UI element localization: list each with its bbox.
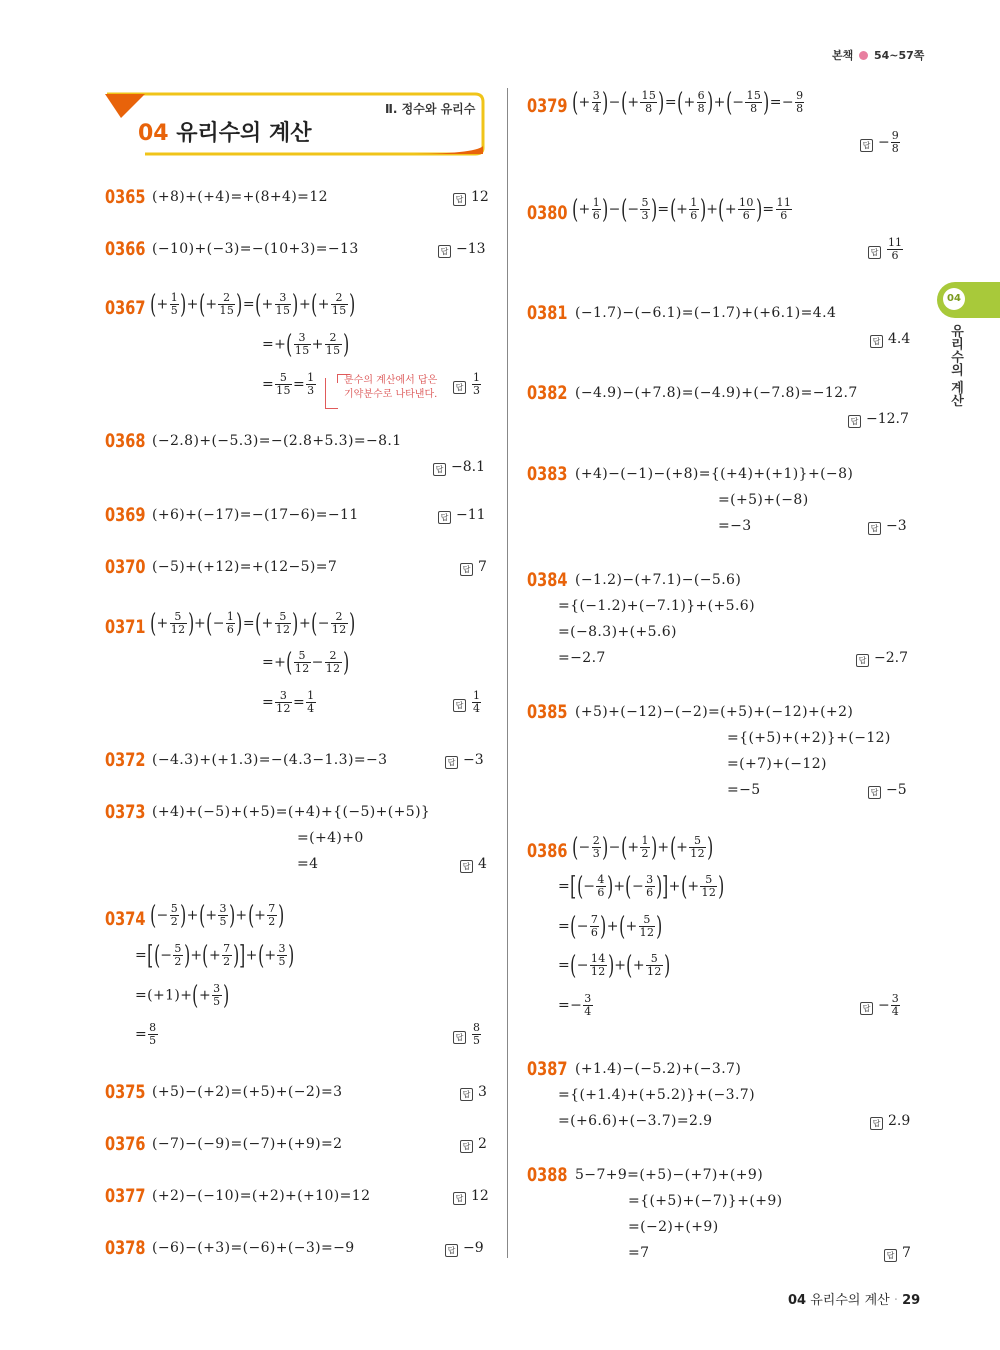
solution-line: (+6)+(−17)=−(17−6)=−11	[152, 507, 359, 523]
page-number: 29	[902, 1293, 921, 1308]
solution-line: (−1.7)−(−6.1)=(−1.7)+(+6.1)=4.4	[575, 305, 837, 321]
problem-number: 0366	[105, 238, 146, 260]
solution-line: =(+7)+(−12)	[727, 756, 827, 772]
answer-tag-icon: 답	[460, 860, 473, 873]
answer-value: 4	[478, 856, 487, 872]
answer-tag-icon: 답	[870, 335, 883, 348]
solution-line: =7	[628, 1245, 650, 1261]
problem-number: 0381	[527, 302, 568, 324]
reference-label: 본책	[832, 49, 854, 62]
answer-value: −3	[463, 752, 484, 768]
problem-number: 0367	[105, 297, 146, 319]
solution-line: =(+1)+(+ $\frac{3}{5}$ )	[135, 980, 229, 1011]
answer-numerator: 11	[888, 236, 902, 249]
solution-line: (+4)−(−1)−(+8)={(+4)+(+1)}+(−8)	[575, 466, 854, 482]
answer-value: 4.4	[888, 331, 911, 347]
page-footer: 04 유리수의 계산 · 29	[788, 1293, 921, 1308]
solution-line: (+ $\frac{3}{4}$ )−(+ $\frac{15}{8}$ )=(+ $\frac{6}{8}$ )+(− $\frac{15}{8}$ )=− $\frac{9}{8}$	[572, 87, 804, 118]
answer-tag-icon: 답	[445, 756, 458, 769]
problem-number: 0370	[105, 556, 146, 578]
answer	[453, 372, 482, 397]
section-title-box	[105, 92, 485, 158]
answer-value: −13	[456, 241, 486, 257]
solution-line: =+( $\frac{3}{15}$ + $\frac{2}{15}$ )	[262, 329, 350, 360]
solution-line: (− $\frac{5}{2}$ )+(+ $\frac{3}{5}$ )+(+ $\frac{7}{2}$ )	[150, 900, 285, 931]
solution-line: =(− $\frac{14}{12}$ )+(+ $\frac{5}{12}$ )	[558, 950, 671, 981]
answer-tag-icon: 답	[860, 1002, 873, 1015]
reference-pages: 54~57쪽	[873, 49, 925, 62]
solution-line: =(−2)+(+9)	[628, 1219, 719, 1235]
answer-tag-icon: 답	[460, 563, 473, 576]
answer	[453, 1188, 489, 1205]
problem-number: 0373	[105, 801, 146, 823]
problem-number: 0372	[105, 749, 146, 771]
answer-denominator: 5	[473, 1034, 480, 1047]
problem-number: 0382	[527, 382, 568, 404]
answer-denominator: 3	[473, 384, 480, 397]
answer-tag-icon: 답	[453, 699, 466, 712]
solution-line: =(+5)+(−8)	[718, 492, 809, 508]
solution-line: =4	[297, 856, 319, 872]
solution-line: (+ $\frac{1}{5}$ )+(+ $\frac{2}{15}$ )=(+ $\frac{3}{15}$ )+(+ $\frac{2}{15}$ )	[150, 289, 356, 320]
answer-value: 2.9	[888, 1113, 911, 1129]
solution-line: ={(+5)+(−7)}+(+9)	[628, 1193, 783, 1209]
column-divider	[507, 88, 508, 1258]
solution-line: ={(+5)+(+2)}+(−12)	[727, 730, 891, 746]
answer-tag-icon: 답	[868, 246, 881, 259]
solution-line: =(− $\frac{7}{6}$ )+(+ $\frac{5}{12}$ )	[558, 911, 663, 942]
answer-value: 12	[471, 1188, 489, 1204]
problem-number: 0376	[105, 1133, 146, 1155]
answer-value: 7	[478, 559, 487, 575]
problem-number: 0377	[105, 1185, 146, 1207]
answer	[868, 237, 904, 262]
answer-tag-icon: 답	[433, 463, 446, 476]
solution-line: (−6)−(+3)=(−6)+(−3)=−9	[152, 1240, 355, 1256]
problem-number: 0387	[527, 1058, 568, 1080]
chapter-label: Ⅱ. 정수와 유리수	[385, 102, 476, 116]
answer-denominator: 4	[891, 1005, 899, 1018]
answer	[445, 752, 484, 769]
answer	[445, 1240, 484, 1257]
answer-tag-icon: 답	[438, 245, 451, 258]
answer	[870, 1113, 910, 1130]
solution-line: (+ $\frac{5}{12}$ )+(− $\frac{1}{6}$ )=(+ $\frac{5}{12}$ )+(− $\frac{2}{12}$ )	[150, 608, 356, 639]
answer-tag-icon: 답	[453, 1031, 466, 1044]
solution-line: (+2)−(−10)=(+2)+(+10)=12	[152, 1188, 371, 1204]
solution-line: (−2.8)+(−5.3)=−(2.8+5.3)=−8.1	[152, 433, 402, 449]
solution-line: (+8)+(+4)=+(8+4)=12	[152, 189, 328, 205]
solution-line: =−3	[718, 518, 752, 534]
problem-number: 0384	[527, 569, 568, 591]
solution-line: (−1.2)−(+7.1)−(−5.6)	[575, 572, 742, 588]
solution-line: = $\frac{3}{12}$ = $\frac{1}{4}$	[262, 689, 315, 715]
solution-line: 5−7+9=(+5)−(+7)+(+9)	[575, 1167, 764, 1183]
answer-value: −9	[463, 1240, 484, 1256]
problem-number: 0374	[105, 908, 146, 930]
solution-line: (− $\frac{2}{3}$ )−(+ $\frac{1}{2}$ )+(+ $\frac{5}{12}$ )	[572, 832, 714, 863]
answer-numerator: 3	[891, 992, 899, 1005]
solution-line: ={(+1.4)+(+5.2)}+(−3.7)	[558, 1087, 755, 1103]
answer-tag-icon: 답	[445, 1244, 458, 1257]
problem-number: 0388	[527, 1164, 568, 1186]
problem-number: 0378	[105, 1237, 146, 1259]
solution-line: (+4)+(−5)+(+5)=(+4)+{(−5)+(+5)}	[152, 804, 431, 820]
problem-number: 0380	[527, 202, 568, 224]
answer-tag-icon: 답	[460, 1088, 473, 1101]
answer-denominator: 6	[891, 249, 899, 262]
note-line: 분수의 계산에서 답은	[344, 375, 438, 386]
problem-number: 0371	[105, 616, 146, 638]
problem-number: 0368	[105, 430, 146, 452]
answer	[460, 559, 487, 576]
solution-line: (−7)−(−9)=(−7)+(+9)=2	[152, 1136, 343, 1152]
solution-line: = $\frac{5}{15}$ = $\frac{1}{3}$	[262, 371, 315, 397]
solution-line: (−4.3)+(+1.3)=−(4.3−1.3)=−3	[152, 752, 388, 768]
answer	[453, 189, 489, 206]
answer-denominator: 8	[891, 142, 899, 155]
problem-number: 0385	[527, 701, 568, 723]
solution-line: (−10)+(−3)=−(10+3)=−13	[152, 241, 359, 257]
answer-value: −11	[456, 507, 486, 523]
title-number: 04	[138, 121, 169, 146]
page-reference	[832, 47, 924, 63]
answer-numerator: 8	[473, 1021, 480, 1034]
solution-line: =(+6.6)+(−3.7)=2.9	[558, 1113, 713, 1129]
solution-line: =−2.7	[558, 650, 606, 666]
solution-line: (+5)+(−12)−(−2)=(+5)+(−12)+(+2)	[575, 704, 854, 720]
answer-tag-icon: 답	[884, 1249, 897, 1262]
answer-tag-icon: 답	[868, 522, 881, 535]
solution-line: =(+4)+0	[297, 830, 364, 846]
answer-value: −3	[886, 518, 907, 534]
answer-value: −8.1	[451, 459, 485, 475]
footer-text: 유리수의 계산	[810, 1293, 890, 1308]
answer-numerator: 1	[473, 689, 480, 702]
page-title	[138, 116, 311, 147]
answer-tag-icon: 답	[848, 415, 861, 428]
problem-number: 0383	[527, 463, 568, 485]
solution-line: (+5)−(+2)=(+5)+(−2)=3	[152, 1084, 343, 1100]
answer-tag-icon: 답	[453, 1192, 466, 1205]
dot-icon	[859, 51, 868, 60]
answer-tag-icon: 답	[868, 786, 881, 799]
answer	[460, 1136, 487, 1153]
answer: 답 − $\frac{9}{8}$	[860, 130, 901, 155]
answer	[433, 459, 485, 476]
problem-number: 0386	[527, 840, 568, 862]
side-tab-label: 유리수의 계산	[948, 324, 963, 407]
solution-line: (−4.9)−(+7.8)=(−4.9)+(−7.8)=−12.7	[575, 385, 858, 401]
answer-tag-icon: 답	[860, 139, 873, 152]
solution-line: =[(− $\frac{5}{2}$ )+(+ $\frac{7}{2}$ )]+(+ $\frac{3}{5}$ )	[135, 940, 295, 971]
solution-line: =− $\frac{3}{4}$	[558, 992, 592, 1018]
answer-tag-icon: 답	[453, 193, 466, 206]
title-text: 유리수의 계산	[176, 121, 312, 146]
answer-value: 3	[478, 1084, 487, 1100]
answer: 답 − $\frac{3}{4}$	[860, 993, 901, 1018]
answer	[868, 518, 907, 535]
answer-value: −2.7	[874, 650, 908, 666]
answer	[460, 1084, 487, 1101]
problem-number: 0379	[527, 95, 568, 117]
solution-line: =−5	[727, 782, 761, 798]
answer-tag-icon: 답	[856, 654, 869, 667]
note	[344, 374, 437, 402]
answer	[453, 1022, 482, 1047]
solution-line: =[(− $\frac{4}{6}$ )+(− $\frac{3}{6}$ )]+(+ $\frac{5}{12}$ )	[558, 871, 725, 902]
solution-line: ={(−1.2)+(−7.1)}+(+5.6)	[558, 598, 755, 614]
side-tab	[937, 282, 1000, 318]
answer	[868, 782, 907, 799]
answer-tag-icon: 답	[453, 381, 466, 394]
answer-numerator: 1	[473, 371, 480, 384]
answer-value: −12.7	[866, 411, 909, 427]
solution-line: (−5)+(+12)=+(12−5)=7	[152, 559, 338, 575]
answer-value: 2	[478, 1136, 487, 1152]
answer	[438, 507, 486, 524]
answer	[460, 856, 487, 873]
solution-line: = $\frac{8}{5}$	[135, 1021, 157, 1047]
answer-value: 7	[902, 1245, 911, 1261]
answer-denominator: 4	[473, 702, 480, 715]
answer-tag-icon: 답	[870, 1117, 883, 1130]
answer-value: 12	[471, 189, 489, 205]
answer	[870, 331, 910, 348]
problem-number: 0375	[105, 1081, 146, 1103]
answer	[848, 411, 909, 428]
answer	[884, 1245, 911, 1262]
problem-number: 0369	[105, 504, 146, 526]
answer-numerator: 9	[891, 129, 899, 142]
answer-tag-icon: 답	[438, 511, 451, 524]
side-tab-number: 04	[943, 288, 965, 310]
answer	[438, 241, 486, 258]
answer	[453, 690, 482, 715]
problem-number: 0365	[105, 186, 146, 208]
note-line: 기약분수로 나타낸다.	[344, 389, 438, 400]
solution-line: (+ $\frac{1}{6}$ )−(− $\frac{5}{3}$ )=(+ $\frac{1}{6}$ )+(+ $\frac{10}{6}$ )= $\frac{11}{6}$	[572, 194, 792, 225]
footer-number: 04	[788, 1293, 807, 1308]
answer-value: −5	[886, 782, 907, 798]
solution-line: (+1.4)−(−5.2)+(−3.7)	[575, 1061, 742, 1077]
answer-tag-icon: 답	[460, 1140, 473, 1153]
answer	[856, 650, 908, 667]
solution-line: =(−8.3)+(+5.6)	[558, 624, 677, 640]
solution-line: =+( $\frac{5}{12}$ − $\frac{2}{12}$ )	[262, 647, 350, 678]
